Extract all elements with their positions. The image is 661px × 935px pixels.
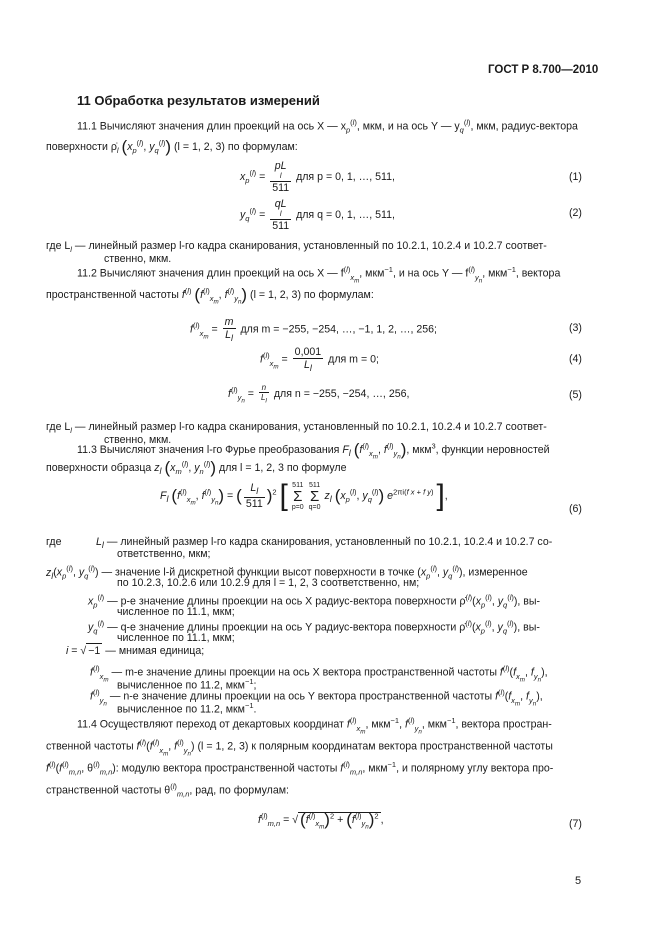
para-11-4-line1: 11.4 Осуществляют переход от декартовых координат $f^{(l)}_{x_m}$, мкм$^{-1}$, $f^{(l)}_{y_n}$, мкм$^{-1}$, вектора простран- bbox=[77, 716, 552, 736]
equation-1-number: (1) bbox=[569, 171, 582, 183]
equation-5: $f^{(l)}_{y_n}$ = $\frac{n}{L_l}$ для n = −255, −254, …, 256, bbox=[228, 383, 410, 405]
para-11-1-line1: 11.1 Вычисляют значения длин проекций на ось X — $x_p^{(l)}$, мкм, и на ось Y — $y_q^{(l)}$, мкм, радиус-вектора bbox=[77, 118, 578, 135]
equation-3: $f^{(l)}_{x_m}$ = $\frac{m}{L_l}$ для m = −255, −254, …, −1, 1, 2, …, 256; bbox=[190, 316, 437, 344]
equation-1: $x_p^{(l)}$ = pL l 511 для p = 0, 1, …, 511, bbox=[240, 160, 395, 194]
def-L: $L_l$ — линейный размер l-го кадра сканирования, установленный по 10.2.1, 10.2.4 и 10.2.7 со- bbox=[96, 536, 553, 551]
def-fy: $f^{(l)}_{y_n}$ — n-е значение длины проекции на ось Y вектора пространственной частоты $f^{(l)}(f_{x_m}$, $f_{y_n}$), bbox=[90, 688, 543, 708]
def-z-cont: по 10.2.3, 10.2.6 или 10.2.9 для l = 1, 2, 3 соответственно, нм; bbox=[117, 577, 420, 589]
page-number: 5 bbox=[575, 875, 582, 887]
where-2-line1: где $L_l$ — линейный размер l-го кадра сканирования, установленный по 10.2.1, 10.2.4 и 10.2.7 соответ- bbox=[46, 421, 547, 436]
section-title: 11 Обработка результатов измерений bbox=[77, 93, 320, 108]
para-11-3-line2: поверхности образца $z_l$ ($x_m^{(l)}$, $y_n^{(l)}$) для l = 1, 2, 3 по формуле bbox=[46, 458, 347, 477]
para-11-2-line1: 11.2 Вычисляют значения длин проекций на ось X — $f^{(l)}_{x_m}$, мкм$^{-1}$, и на ось Y — $f^{(l)}_{y_n}$, мкм$^{-1}$, вектора bbox=[77, 265, 561, 285]
where-2-line2: ственно, мкм. bbox=[104, 434, 172, 446]
def-fx: $f^{(l)}_{x_m}$ — m-е значение длины проекции на ось X вектора пространственной частоты $f^{(l)}(f_{x_m}$, $f_{y_n}$), bbox=[90, 664, 548, 684]
def-fy-cont: вычисленное по 11.2, мкм$^{-1}$. bbox=[117, 701, 257, 716]
def-y-cont: численное по 11.1, мкм; bbox=[117, 632, 235, 644]
equation-4-number: (4) bbox=[569, 353, 582, 365]
def-L-lead: где bbox=[46, 536, 62, 548]
para-11-2-line2: пространственной частоты $f^{(l)}$ ($f^{(l)}_{x_m}$, $f^{(l)}_{y_n}$) (l = 1, 2, 3) по формулам: bbox=[46, 285, 374, 306]
def-L-cont: ответственно, мкм; bbox=[117, 548, 211, 560]
equation-7: $f^{(l)}_{m,n}$ = √ $(f^{(l)}_{x_m})^2 + (f^{(l)}_{y_n})^2$ , bbox=[258, 810, 384, 831]
def-y: $y_q^{(l)}$ — q-е значение длины проекции на ось Y радиус-вектора поверхности $\rhȯ^{(l)}(x_p^{(l)}$, $y_q^{(l)}$), вы- bbox=[88, 619, 540, 636]
equation-2-number: (2) bbox=[569, 207, 582, 219]
def-x-cont: численное по 11.1, мкм; bbox=[117, 606, 235, 618]
equation-7-number: (7) bbox=[569, 818, 582, 830]
para-11-4-line3: $f^{(l)}(f^{(l)}_{m,n}$, $\theta^{(l)}_{m,n}$): модулю вектора пространственной частоты $f^{(l)}_{m,n}$, мкм$^{-1}$, и полярному углу вектора про- bbox=[46, 760, 554, 777]
equation-6: $F_l$ ($f^{(l)}_{x_m}$, $f^{(l)}_{y_n}$) = ( $\frac{L_l}{511}$ )$^2$ [ 511 Σ p=0 511 Σ q=0 $z_l$ ($x_p^{(l)}$, $y_q^{(l)}$) $e^{2\pi i(f x + f y)}$ ], bbox=[160, 479, 448, 512]
equation-3-number: (3) bbox=[569, 322, 582, 334]
para-11-4-line2: ственной частоты $f^{(l)}(f^{(l)}_{x_m}$, $f^{(l)}_{y_n}$) (l = 1, 2, 3) к полярным координатам вектора пространственной частоты bbox=[46, 738, 553, 758]
where-1-line2: ственно, мкм. bbox=[104, 253, 172, 265]
equation-4: $f^{(l)}_{x_m}$ = $\frac{0,001}{L_l}$ для m = 0; bbox=[260, 346, 379, 374]
para-11-4-line4: странственной частоты $\theta^{(l)}_{m,n}$, рад, по формулам: bbox=[46, 782, 289, 799]
equation-5-number: (5) bbox=[569, 389, 582, 401]
document-standard-number: ГОСТ Р 8.700—2010 bbox=[488, 64, 599, 76]
where-1-line1: где $L_l$ — линейный размер l-го кадра сканирования, установленный по 10.2.1, 10.2.4 и 10.2.7 соответ- bbox=[46, 240, 547, 255]
def-z: $z_l(x_p^{(l)}$, $y_q^{(l)}$) — значение l-й дискретной функции высот поверхности в точке ($x_p^{(l)}$, $y_q^{(l)}$), измеренное bbox=[46, 564, 528, 581]
def-x: $x_p^{(l)}$ — p-е значение длины проекции на ось X радиус-вектора поверхности $\rhȯ^{(l)}(x_p^{(l)}$, $y_q^{(l)}$), вы- bbox=[88, 593, 541, 610]
para-11-1-line2: поверхности $\rhȯ_l$ ($x_p^{(l)}$, $y_q^{(l)}$) (l = 1, 2, 3) по формулам: bbox=[46, 137, 298, 156]
para-11-3-line1: 11.3 Вычисляют значения l-го Фурье преобразования $F_l$ ($f^{(l)}_{x_m}$, $f^{(l)}_{y_n}$), мкм$^3$, функции неровностей bbox=[77, 440, 550, 461]
def-fx-cont: вычисленное по 11.2, мкм$^{-1}$; bbox=[117, 677, 257, 692]
equation-6-number: (6) bbox=[569, 503, 582, 515]
def-i: i = √ −1 — мнимая единица; bbox=[66, 645, 205, 657]
equation-2: $y_q^{(l)}$ = qL l 511 для q = 0, 1, …, 511, bbox=[240, 198, 395, 232]
